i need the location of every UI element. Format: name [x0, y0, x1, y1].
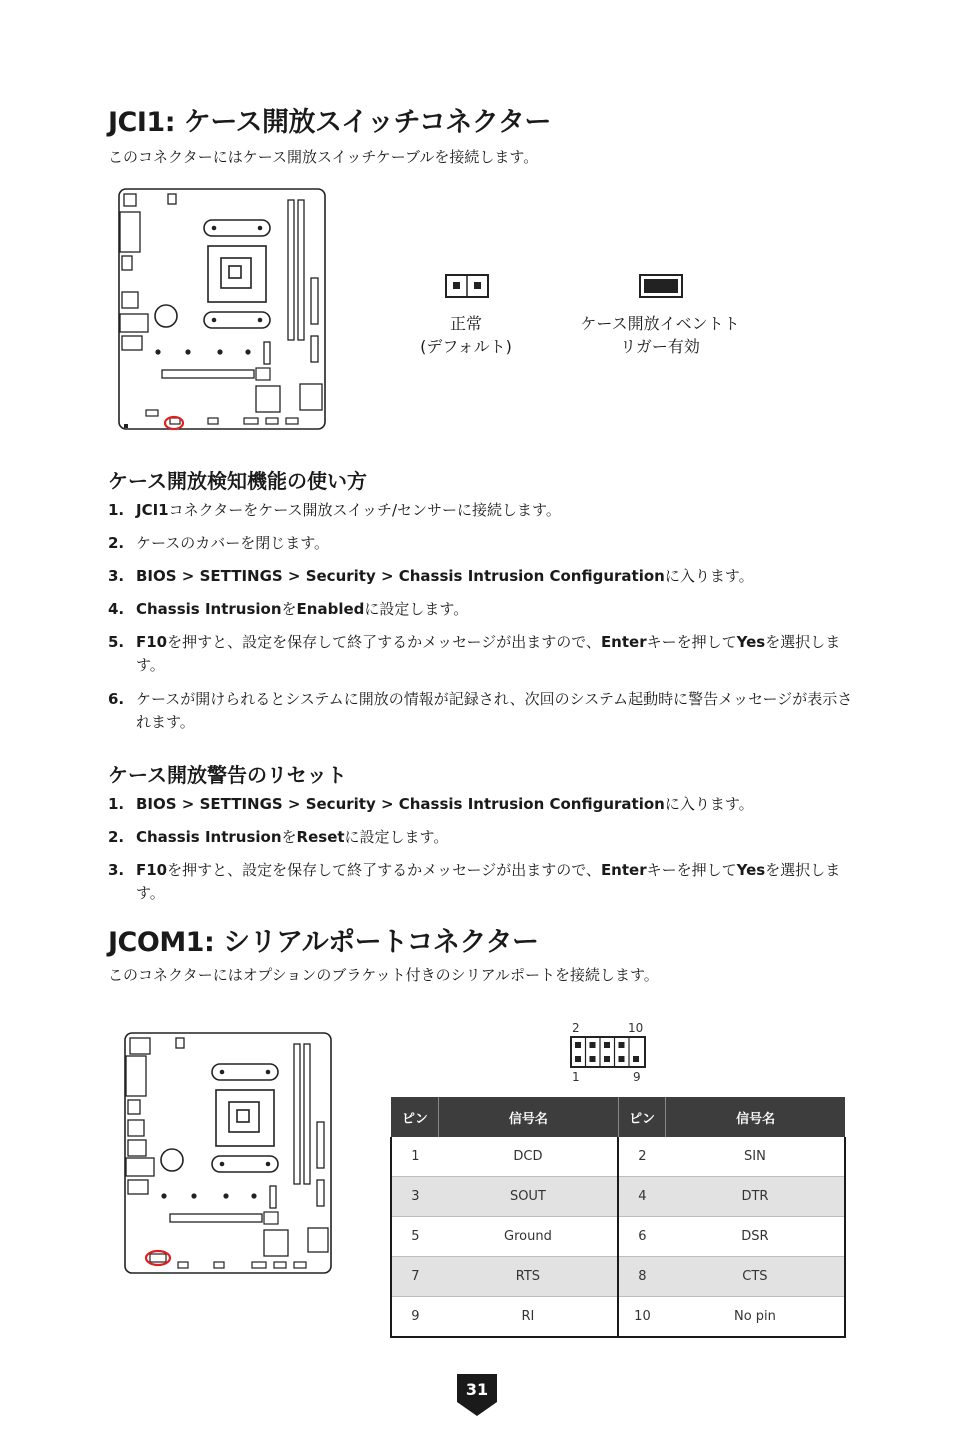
cell-signal: DTR	[666, 1177, 845, 1217]
jci-intro: このコネクターにはケース開放スイッチケーブルを接続します。	[108, 148, 539, 166]
table-row	[391, 1137, 845, 1177]
step-text-segment: を	[281, 828, 297, 846]
reset-step-3	[108, 859, 853, 905]
pin-label-2: 2	[572, 1021, 580, 1035]
step-text-bold: F10	[136, 861, 168, 879]
step-text-bold: BIOS > SETTINGS > Security > Chassis Intrusion Configuration	[136, 795, 665, 813]
cell-signal: No pin	[666, 1297, 845, 1338]
motherboard-diagram-jci	[116, 186, 330, 436]
table-row	[391, 1177, 845, 1217]
step-number: 6.	[108, 690, 125, 708]
step-text	[136, 598, 853, 621]
cell-signal: SOUT	[439, 1177, 618, 1217]
step-text-bold: F10	[136, 633, 168, 651]
step-text-segment: を選択します。	[136, 861, 841, 902]
header-signal-2: 信号名	[666, 1097, 845, 1137]
jci-title: JCI1: ケース開放スイッチコネクター	[108, 107, 551, 138]
usage-step-6	[108, 688, 853, 734]
cell-signal: CTS	[666, 1257, 845, 1297]
pin-label-10: 10	[628, 1021, 644, 1035]
cell-signal: Ground	[439, 1217, 618, 1257]
cell-pin: 1	[391, 1137, 439, 1177]
cell-pin: 10	[618, 1297, 666, 1338]
usage-step-4	[108, 598, 853, 621]
step-text-segment: キーを押して	[646, 633, 737, 651]
step-text-segment: ケースのカバーを閉じます。	[136, 534, 330, 552]
step-number: 1.	[108, 501, 125, 519]
jcom-title: JCOM1: シリアルポートコネクター	[108, 927, 539, 958]
step-text-bold: JCI1	[136, 501, 169, 519]
option-normal-label	[405, 312, 527, 358]
step-text-bold: Enabled	[296, 600, 365, 618]
step-text-segment: ケースが開けられるとシステムに開放の情報が記録され、次回のシステム起動時に警告メッセージが表示されます。	[136, 690, 853, 731]
step-number: 5.	[108, 633, 125, 651]
cell-pin: 2	[618, 1137, 666, 1177]
reset-step-2	[108, 826, 853, 849]
pin-label-1: 1	[572, 1070, 580, 1084]
serial-pin-header-icon	[570, 1036, 646, 1068]
usage-step-2	[108, 532, 853, 555]
reset-step-1	[108, 793, 853, 816]
cell-signal: DCD	[439, 1137, 618, 1177]
table-row	[391, 1217, 845, 1257]
jumper-open-icon	[445, 274, 489, 298]
header-pin-1: ピン	[391, 1097, 439, 1137]
cell-pin: 8	[618, 1257, 666, 1297]
option-trigger-line1: ケース開放イベントト	[580, 314, 740, 333]
step-text-segment: を	[281, 600, 297, 618]
step-text-bold: Enter	[600, 861, 647, 879]
step-text-segment: キーを押して	[646, 861, 737, 879]
step-text	[136, 688, 853, 734]
step-text-segment: を選択します。	[136, 633, 841, 674]
cell-pin: 9	[391, 1297, 439, 1338]
step-text-bold: Reset	[296, 828, 345, 846]
step-text-segment: コネクターをケース開放スイッチ/センサーに接続します。	[168, 501, 561, 519]
header-signal-1: 信号名	[439, 1097, 618, 1137]
cell-signal: RI	[439, 1297, 618, 1338]
option-trigger-line2: リガー有効	[620, 337, 700, 356]
pin-label-9: 9	[633, 1070, 641, 1084]
step-text-segment: に入ります。	[664, 795, 754, 813]
step-text	[136, 499, 853, 522]
step-text-segment: を押すと、設定を保存して終了するかメッセージが出ますので、	[167, 633, 601, 651]
cell-signal: SIN	[666, 1137, 845, 1177]
step-text-bold: Enter	[600, 633, 647, 651]
step-text	[136, 826, 853, 849]
usage-step-1	[108, 499, 853, 522]
option-normal-line1: 正常	[449, 314, 482, 333]
option-normal-line2: (デフォルト)	[420, 337, 512, 356]
reset-title: ケース開放警告のリセット	[108, 763, 347, 787]
cell-pin: 3	[391, 1177, 439, 1217]
usage-title: ケース開放検知機能の使い方	[108, 469, 367, 493]
jumper-closed-icon	[639, 274, 683, 298]
step-text-bold: Yes	[736, 633, 766, 651]
step-text-segment: に設定します。	[344, 828, 449, 846]
jcom-intro: このコネクターにはオプションのブラケット付きのシリアルポートを接続します。	[108, 966, 659, 984]
step-text-bold: Chassis Intrusion	[136, 600, 282, 618]
step-text	[136, 859, 853, 905]
step-text	[136, 532, 853, 555]
step-text	[136, 565, 853, 588]
table-row	[391, 1297, 845, 1338]
usage-step-3	[108, 565, 853, 588]
cell-pin: 5	[391, 1217, 439, 1257]
step-text-segment: に設定します。	[364, 600, 469, 618]
motherboard-diagram-jcom	[122, 1030, 336, 1280]
cell-pin: 4	[618, 1177, 666, 1217]
step-number: 3.	[108, 567, 125, 585]
step-number: 2.	[108, 534, 125, 552]
cell-pin: 7	[391, 1257, 439, 1297]
step-text-bold: BIOS > SETTINGS > Security > Chassis Intrusion Configuration	[136, 567, 665, 585]
cell-signal: RTS	[439, 1257, 618, 1297]
cell-signal: DSR	[666, 1217, 845, 1257]
usage-step-5	[108, 631, 853, 677]
pin-table-header	[391, 1097, 845, 1137]
cell-pin: 6	[618, 1217, 666, 1257]
step-text-segment: を押すと、設定を保存して終了するかメッセージが出ますので、	[167, 861, 601, 879]
page-number: 31	[465, 1380, 489, 1399]
table-row	[391, 1257, 845, 1297]
step-number: 3.	[108, 861, 125, 879]
step-text-bold: Yes	[736, 861, 766, 879]
step-text	[136, 793, 853, 816]
step-text-segment: に入ります。	[664, 567, 754, 585]
step-number: 2.	[108, 828, 125, 846]
option-trigger-label	[565, 312, 755, 358]
step-text-bold: Chassis Intrusion	[136, 828, 282, 846]
step-number: 4.	[108, 600, 125, 618]
header-pin-2: ピン	[618, 1097, 666, 1137]
step-text	[136, 631, 853, 677]
step-number: 1.	[108, 795, 125, 813]
serial-pin-table	[390, 1097, 846, 1338]
